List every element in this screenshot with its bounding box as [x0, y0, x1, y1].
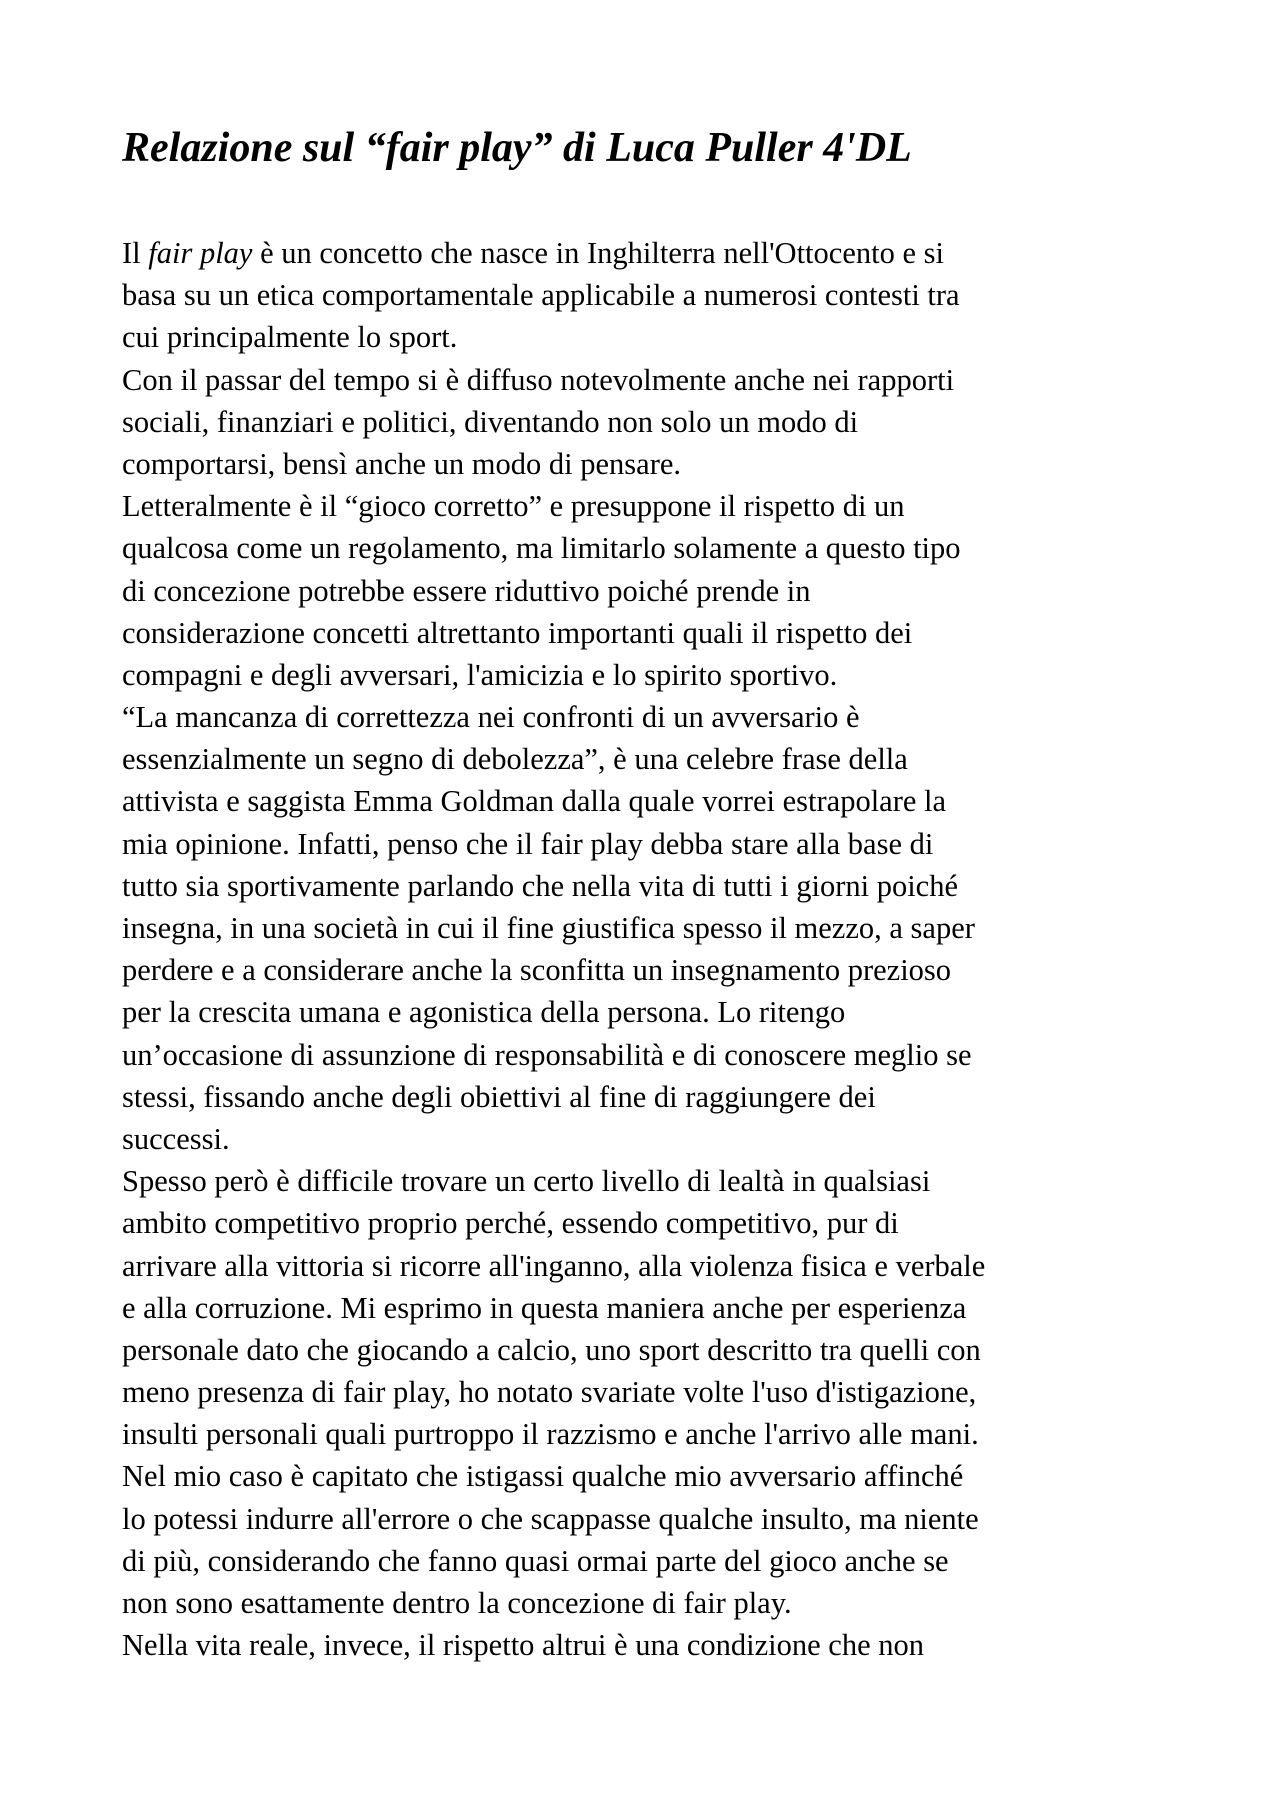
text-fragment: è un concetto che nasce in Inghilterra nell'Ottocento e si: [252, 236, 944, 270]
text-line: considerazione concetti altrettanto importanti quali il rispetto dei: [122, 615, 913, 650]
text-line: “La mancanza di correttezza nei confronti di un avversario è: [122, 700, 860, 735]
text-line: sociali, finanziari e politici, diventando non solo un modo di: [122, 404, 859, 439]
text-line: insulti personali quali purtroppo il razzismo e anche l'arrivo alle mani.: [122, 1417, 979, 1452]
text-line: arrivare alla vittoria si ricorre all'inganno, alla violenza fisica e verbale: [122, 1248, 986, 1283]
italic-term: fair play: [148, 236, 253, 270]
text-fragment: Il: [122, 236, 149, 270]
text-line: mia opinione. Infatti, penso che il fair play debba stare alla base di: [122, 826, 934, 861]
text-line: Nella vita reale, invece, il rispetto altrui è una condizione che non: [122, 1628, 924, 1663]
text-line: per la crescita umana e agonistica della persona. Lo ritengo: [122, 995, 846, 1030]
text-line: insegna, in una società in cui il fine giustifica spesso il mezzo, a saper: [122, 911, 975, 945]
text-line: Con il passar del tempo si è diffuso notevolmente anche nei rapporti: [122, 362, 955, 397]
text-line: cui principalmente lo sport.: [122, 320, 458, 355]
text-line: di più, considerando che fanno quasi ormai parte del gioco anche se: [122, 1543, 949, 1578]
text-line: compagni e degli avversari, l'amicizia e lo spirito sportivo.: [122, 657, 838, 692]
text-line: un’occasione di assunzione di responsabilità e di conoscere meglio se: [122, 1037, 972, 1072]
text-line: Spesso però è difficile trovare un certo livello di lealtà in qualsiasi: [122, 1164, 931, 1199]
text-line: lo potessi indurre all'errore o che scappasse qualche insulto, ma niente: [122, 1501, 979, 1536]
text-line: tutto sia sportivamente parlando che nella vita di tutti i giorni poiché: [122, 868, 958, 903]
text-line: e alla corruzione. Mi esprimo in questa maniera anche per esperienza: [122, 1290, 967, 1325]
text-line: basa su un etica comportamentale applicabile a numerosi contesti tra: [122, 278, 960, 313]
text-line: ambito competitivo proprio perché, essendo competitivo, pur di: [122, 1206, 899, 1241]
text-line: personale dato che giocando a calcio, uno sport descritto tra quelli con: [122, 1332, 981, 1367]
document-title: Relazione sul “fair play” di Luca Puller 4'DL: [122, 125, 912, 171]
text-line: Letteralmente è il “gioco corretto” e presuppone il rispetto di un: [122, 489, 905, 524]
text-line: di concezione potrebbe essere riduttivo poiché prende in: [122, 573, 811, 608]
text-line: attivista e saggista Emma Goldman dalla quale vorrei estrapolare la: [122, 784, 947, 819]
text-line: Nel mio caso è capitato che istigassi qualche mio avversario affinché: [122, 1459, 964, 1494]
text-line: perdere e a considerare anche la sconfitta un insegnamento prezioso: [122, 953, 952, 988]
text-line: stessi, fissando anche degli obiettivi al fine di raggiungere dei: [122, 1079, 876, 1114]
text-line: [122, 232, 1202, 274]
text-line: non sono esattamente dentro la concezione di fair play.: [122, 1586, 792, 1620]
text-line: essenzialmente un segno di debolezza”, è una celebre frase della: [122, 742, 908, 777]
text-line: successi.: [122, 1121, 230, 1156]
text-line: comportarsi, bensì anche un modo di pensare.: [122, 446, 682, 481]
document-body: [122, 232, 1202, 1666]
text-line: meno presenza di fair play, ho notato svariate volte l'uso d'istigazione,: [122, 1375, 977, 1410]
text-line: qualcosa come un regolamento, ma limitarlo solamente a questo tipo: [122, 531, 961, 566]
